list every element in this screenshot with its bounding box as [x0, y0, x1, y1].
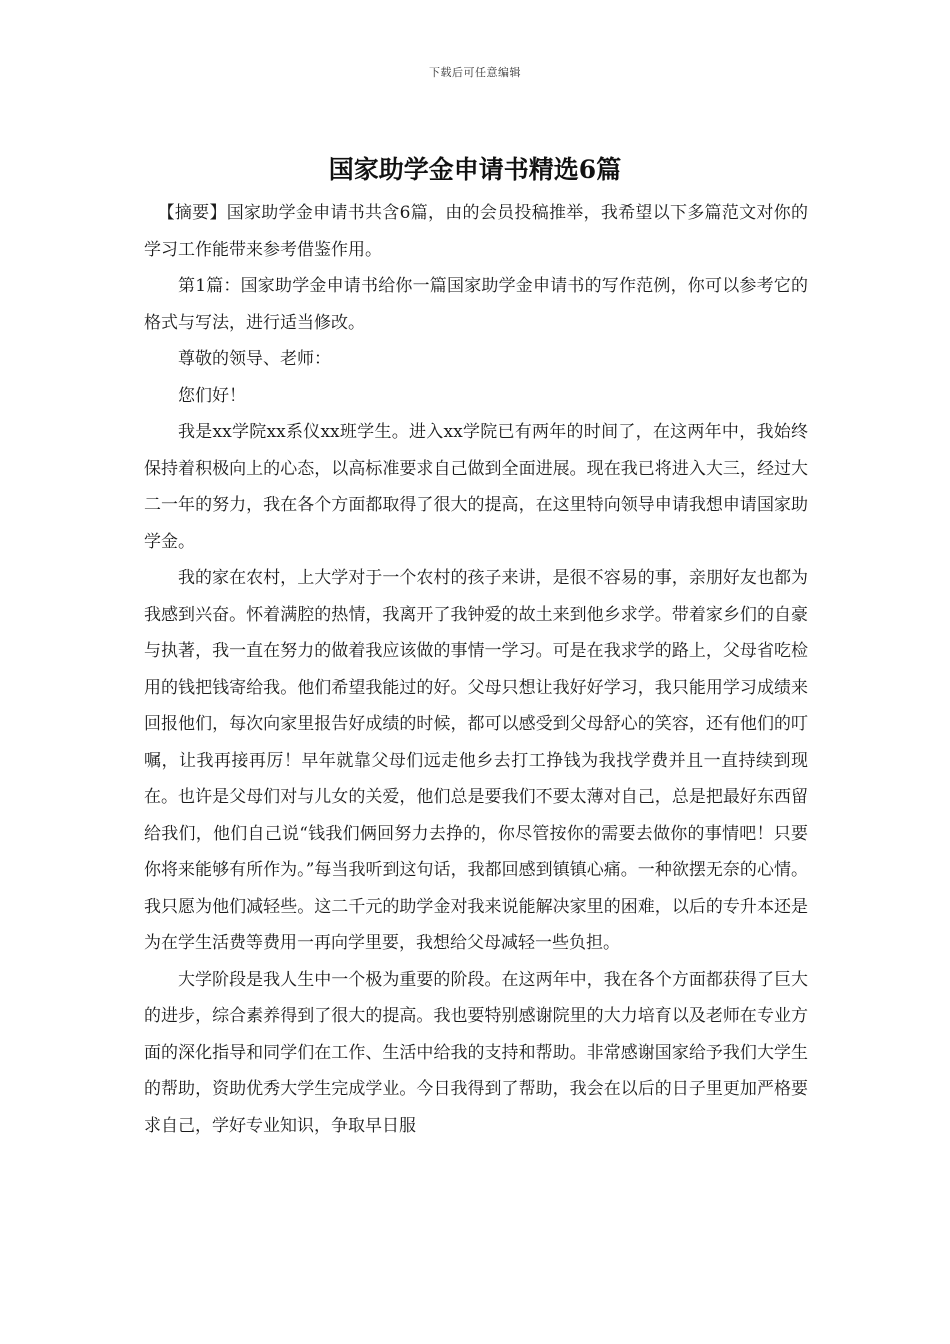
greeting: 您们好！ [178, 385, 246, 406]
salutation: 尊敬的领导、老师： [178, 349, 331, 369]
body-paragraph: 我是xx学院xx系仪xx班学生。进入xx学院已有两年的时间了，在这两年中，我始终保持着积极向上的心态，以高标准要求自己做到全面进展。现在我已将进入大三，经过大二一年的努力，我在各个方面都取得了很大的提高，在这里特向领导申请我想申请国家助学金。 [144, 422, 808, 552]
document-body [144, 195, 808, 1144]
body-paragraph: 我的家在农村，上大学对于一个农村的孩子来讲，是很不容易的事，亲朋好友也都为我感到兴奋。怀着满腔的热情，我离开了我钟爱的故土来到他乡求学。带着家乡们的自豪与执著，我一直在努力的做着我应该做的事情一学习。可是在我求学的路上，父母省吃检用的钱把钱寄给我。他们希望我能过的好。父母只想让我好好学习，我只能用学习成绩来回报他们，每次向家里报告好成绩的时候，都可以感受到父母舒心的笑容，还有他们的叮嘱，让我再接再厉！早年就靠父母们远走他乡去打工挣钱为我找学费并且一直持续到现在。也许是父母们对与儿女的关爱，他们总是要我们不要太薄对自己，总是把最好东西留给我们，他们自己说“钱我们俩回努力去挣的，你尽管按你的需要去做你的事情吧！只要你将来能够有所作为。”每当我听到这句话，我都回感到镇镇心痛。一种欲摆无奈的心情。我只愿为他们减轻些。这二千元的助学金对我来说能解决家里的困难，以后的专升本还是为在学生活费等费用一再向学里要，我想给父母减轻一些负担。 [144, 568, 808, 953]
body-paragraph: 第1篇：国家助学金申请书给你一篇国家助学金申请书的写作范例，你可以参考它的格式与写法，进行适当修改。 [144, 276, 808, 333]
document-title: 国家助学金申请书精选6篇 [328, 155, 622, 184]
body-paragraph: 大学阶段是我人生中一个极为重要的阶段。在这两年中，我在各个方面都获得了巨大的进步，综合素养得到了很大的提高。我也要特别感谢院里的大力培育以及老师在专业方面的深化指导和同学们在工作、生活中给我的支持和帮助。非常感谢国家给予我们大学生的帮助，资助优秀大学生完成学业。今日我得到了帮助，我会在以后的日子里更加严格要求自己，学好专业知识，争取早日服 [144, 969, 808, 1136]
header-note: 下载后可任意编辑 [429, 66, 521, 79]
abstract-paragraph: 【摘要】国家助学金申请书共含6篇，由的会员投稿推举，我希望以下多篇范文对你的学习工作能带来参考借鉴作用。 [144, 203, 808, 260]
